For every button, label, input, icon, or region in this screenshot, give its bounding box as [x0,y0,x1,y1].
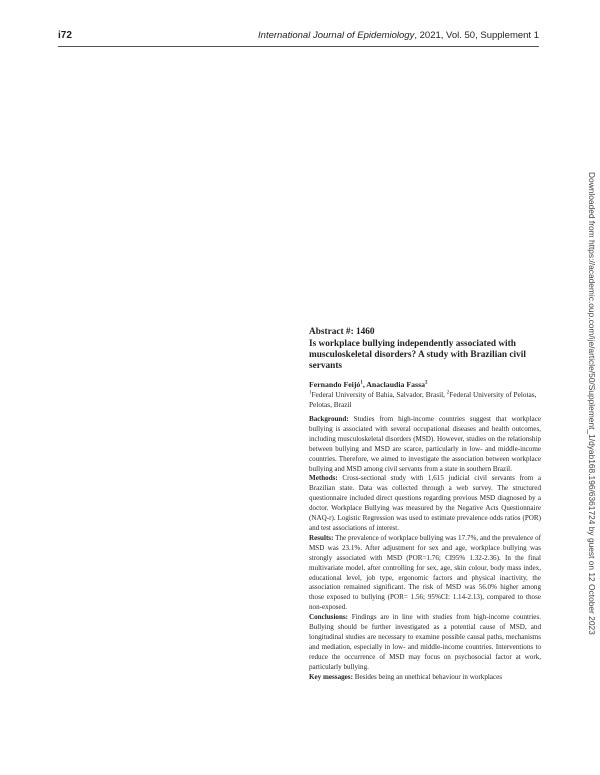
section-text: Besides being an unethical behaviour in workplaces [352,672,503,681]
page-number: i72 [58,30,72,41]
abstract-number: Abstract #: 1460 [309,327,375,337]
section-key-messages [309,673,541,683]
section-background [309,415,541,474]
affiliation: Federal University of Pelotas, Pelotas, Brazil [309,390,537,409]
section-text: Findings are in line with studies from high-income countries. Bullying should be further investigated as a potential cause of MSD, and longitudinal studies are necessary to examine possible causal paths, mechanisms and mediation, especially in low- and middle-income countries. Interventions to reduce the occurrence of MSD may focus on psychosocial factor at work, particularly bullying. [309,613,541,671]
author-name: Fernando Feijó [309,380,361,389]
section-conclusions [309,613,541,672]
section-label: Conclusions: [309,613,349,622]
section-label: Methods: [309,474,338,483]
author-separator: , [362,380,367,389]
affiliations [309,390,541,410]
author-name: Anaclaudia Fassa [366,380,426,389]
section-text: The prevalence of workplace bullying was 17.7%, and the prevalence of MSD was 23.1%. After adjustment for sex and age, workplace bullying was strongly associated with MSD (POR=1.76; CI95% 1.32-2.36). In the final multivariate model, after controlling for sex, age, skin colour, body mass index, educational level, job type, ergonomic factors and physical inactivity, the association remained significant. The risk of MSD was 56.0% higher among those exposed to bullying (POR= 1.56; 95%CI: 1.14-2.13), compared to those non-exposed. [309,533,541,612]
citation-details: , 2021, Vol. 50, Supplement 1 [414,30,539,41]
header-rule [58,46,539,47]
running-head [258,30,539,41]
section-text: Cross-sectional study with 1,615 judicial civil servants from a Brazilian state. Data was collected through a web survey. The structured questionnaire included direct questions regarding previous MSD diagnosed by a doctor. Workplace Bullying was measured by the Negative Acts Questionnaire (NAQ-r). Logistic Regression was used to estimate prevalence odds ratios (POR) and test associations of interest. [309,474,541,532]
section-text: Studies from high-income countries suggest that workplace bullying is associated with several occupational diseases and health outcomes, including musculoskeletal disorders (MSD). However, studies on the relationship between bullying and MSD are scarce, particularly in low- and middle-income countries. Therefore, we aimed to investigate the association between workplace bullying and MSD among civil servants from a state in southern Brazil. [309,415,541,473]
abstract-title: Is workplace bullying independently associated with musculoskeletal disorders? A study with Brazilian civil servants [309,339,526,371]
section-methods [309,474,541,533]
section-label: Key messages: [309,672,353,681]
journal-name: International Journal of Epidemiology [258,30,415,41]
abstract-body [309,415,541,682]
section-label: Results: [309,533,334,542]
section-results [309,534,541,613]
download-notice: Downloaded from https://academic.oup.com/ije/article/50/Supplement_1/dyab168.196/6361724 by guest on 12 October 2023 [587,172,597,635]
section-label: Background: [309,415,349,423]
abstract-article [309,327,541,682]
affiliation: Federal University of Bahia, Salvador, Brasil, [311,390,447,399]
author-affil-mark: 2 [425,380,428,386]
affil-mark: 2 [446,390,450,396]
author-list [309,380,541,389]
affil-mark: 1 [309,390,312,396]
author-affil-mark: 1 [360,380,363,386]
